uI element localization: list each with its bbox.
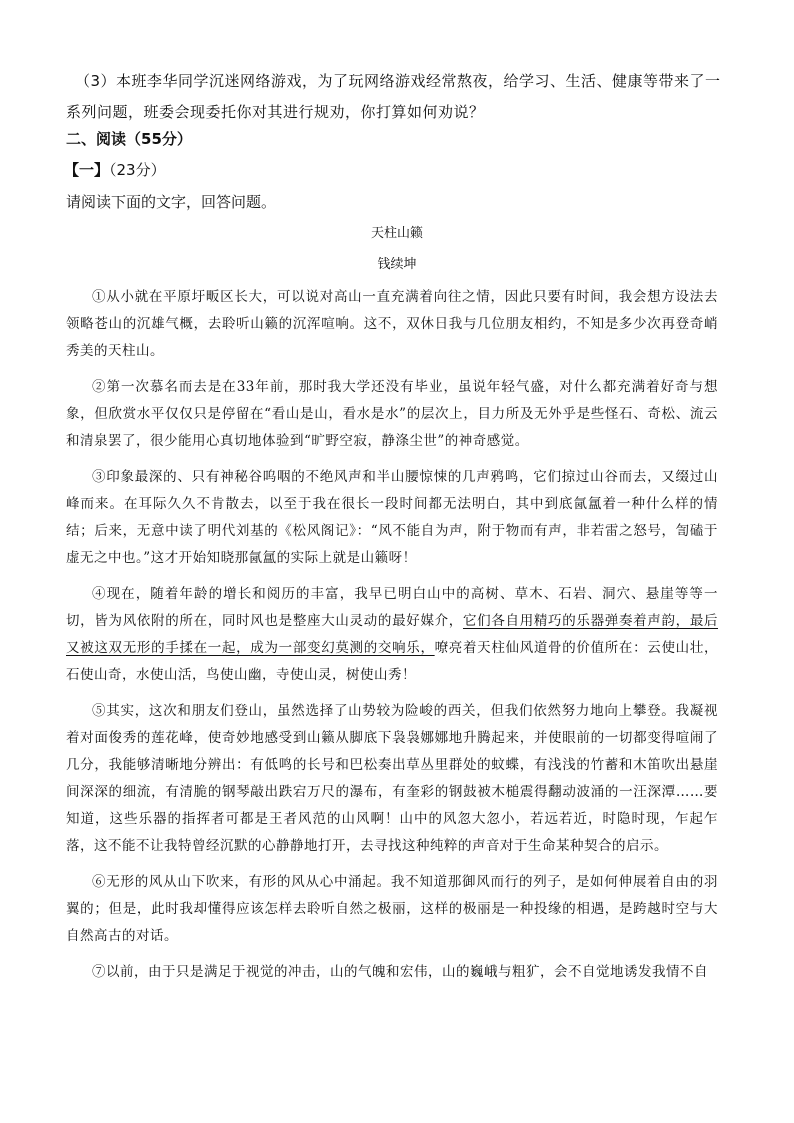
reading-instruction: 请阅读下面的文字，回答问题。: [66, 193, 277, 211]
paragraph-4-part-b: 嘹亮着天柱仙风道骨的价值所在：云使山壮，石使山奇，水使山活，鸟使山幽，寺使山灵，树使山秀！: [66, 640, 719, 683]
article-author: 钱续坤: [377, 257, 417, 272]
paragraph-5: ⑤其实，这次和朋友们登山，虽然选择了山势较为险峻的西关，但我们依然努力地向上攀登。我凝视着对面俊秀的莲花峰，使奇妙地感受到山籁从脚底下袅袅娜娜地升腾起来，并使眼前的一切都变得喧闹了几分，我能够清晰地分辨出：有低鸣的长号和巴松奏出草丛里群处的蚊蝶，有浅浅的竹蓄和木笛吹出悬崖间深深的细流，有清脆的钢琴敲出跌宕万尺的瀑布，有奎彩的钢鼓被木槌震得翻动波涌的一汪深潭……要知道，这些乐器的指挥者可都是王者风范的山风啊！山中的风忽大忽小，若远若近，时隐时现，乍起乍落，这不能不让我特曾经沉默的心静静地打开，去寻找这种纯粹的声音对于生命某种契合的启示。: [66, 703, 718, 854]
question-3: （3）本班李华同学沉迷网络游戏，为了玩网络游戏经常熬夜，给学习、生活、健康等带来了一系列问题，班委会现委托你对其进行规劝，你打算如何劝说？: [66, 72, 721, 121]
paragraph-3: ③印象最深的、只有神秘谷呜咽的不绝风声和半山腰惊悚的几声鸦鸣，它们掠过山谷而去，又缀过山峰而来。在耳际久久不肯散去，以至于我在很长一段时间都无法明白，其中到底氤氲着一种什么样的情结；后来，无意中读了明代刘基的《松风阁记》：“风不能自为声，附于物而有声，非若雷之怒号，訇磕于虚无之中也。”这才开始知晓那氤氲的实际上就是山籁呀！: [66, 469, 718, 566]
paragraph-7: ⑦以前，由于只是满足于视觉的冲击，山的气魄和宏伟，山的巍峨与粗犷，会不自觉地诱发我情不自: [92, 964, 708, 980]
paragraph-1: ①从小就在平原圩畈区长大，可以说对高山一直充满着向往之情，因此只要有时间，我会想方设法去领略苍山的沉雄气概，去聆听山籁的沉浑喧响。这不，双休日我与几位朋友相约，不知是多少次再登奇峭秀美的天柱山。: [66, 289, 718, 359]
article-title: 天柱山籁: [370, 226, 423, 241]
paragraph-2: ②第一次慕名而去是在33年前，那时我大学还没有毕业，虽说年轻气盛，对什么都充满着好奇与想象，但欣赏水平仅仅只是停留在“看山是山，看水是水”的层次上，目力所及无外乎是些怪石、奇松、流云和清泉罢了，很少能用心真切地体验到“旷野空寂，静涤尘世”的神奇感觉。: [66, 379, 718, 449]
paragraph-4-part-a: ④现在，随着年龄的增长和阅历的丰富，我早已明白山中的高树、草木、石岩、洞穴、悬崖等等一切，皆为风依附的所在，同时风也是整座大山灵动的最好媒介，: [66, 586, 718, 629]
article-body: [66, 284, 718, 995]
part-score: （23分）: [109, 161, 166, 179]
section-title: 二、阅读（55分）: [66, 130, 192, 148]
part-heading: [64, 158, 166, 182]
part-bracket-label: 【一】: [64, 161, 110, 179]
paragraph-4: [66, 581, 718, 689]
paragraph-6: ⑥无形的风从山下吹来，有形的风从心中涌起。我不知道那御风而行的列子，是如何伸展着自由的羽翼的；但是，此时我却懂得应该怎样去聆听自然之极丽，这样的极丽是一种投缘的相遇，是跨越时空与大自然高古的对话。: [66, 874, 718, 944]
underlined-sentence: 它们各自用精巧的乐器弹奏着声韵，最后又被这双无形的手揉在一起，成为一部变幻莫测的交响乐，: [66, 613, 719, 656]
